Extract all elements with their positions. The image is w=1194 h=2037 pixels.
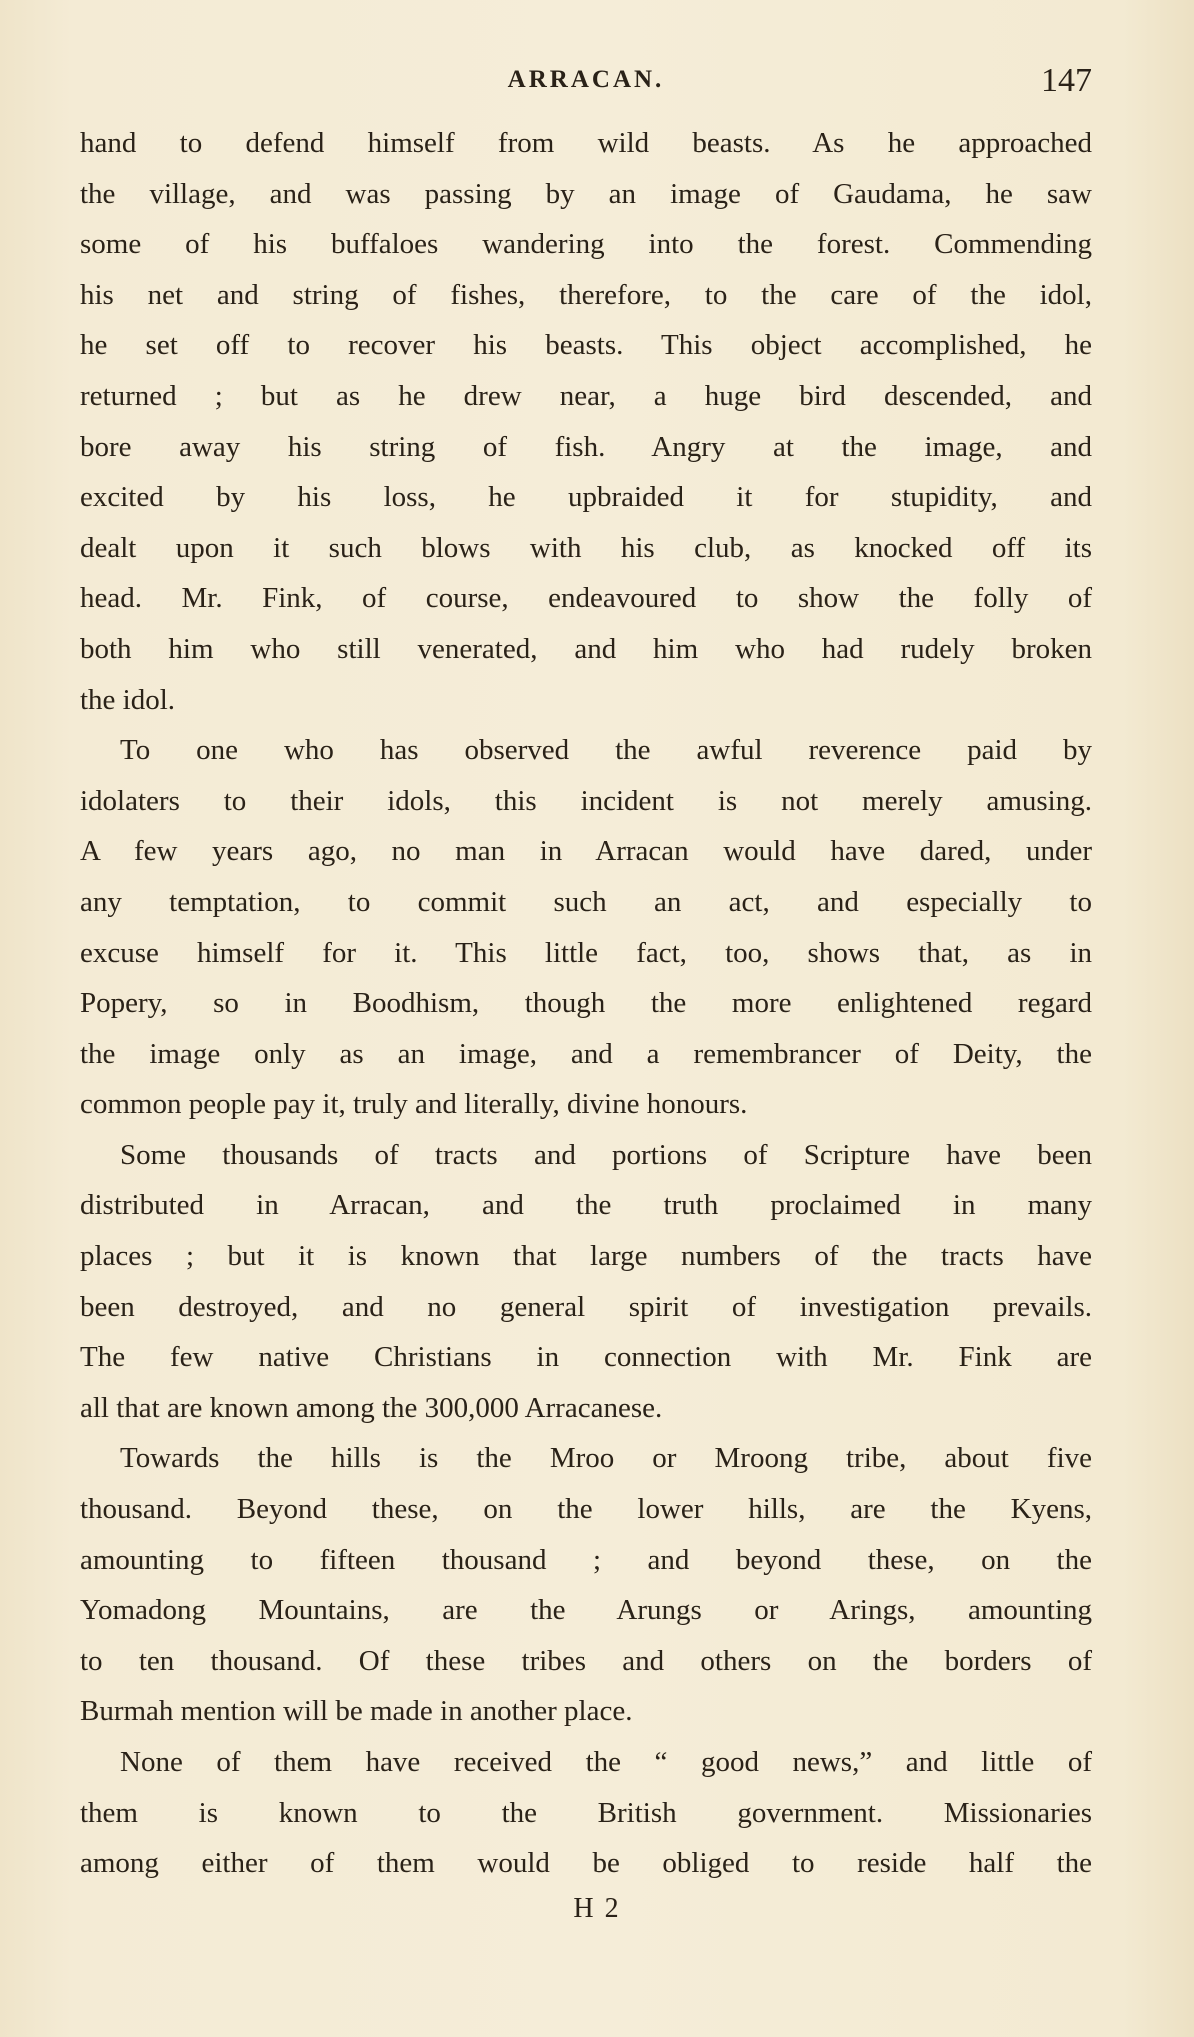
text-line: Popery, so in Boodhism, though the more enlightened regard	[80, 987, 1092, 1020]
text-line: he set off to recover his beasts. This object accomplished, he	[80, 329, 1092, 362]
text-line: excuse himself for it. This little fact, too, shows that, as in	[80, 936, 1092, 969]
text-line-indented: Towards the hills is the Mroo or Mroong tribe, about five	[120, 1442, 1092, 1475]
text-line: returned ; but as he drew near, a huge bird descended, and	[80, 379, 1092, 412]
paragraph-1	[80, 118, 1092, 725]
text-line-indented: Some thousands of tracts and portions of Scripture have been	[120, 1138, 1092, 1171]
text-line: both him who still venerated, and him who had rudely broken	[80, 632, 1092, 665]
text-line: places ; but it is known that large numbers of the tracts have	[80, 1240, 1092, 1273]
text-line: head. Mr. Fink, of course, endeavoured to show the folly of	[80, 582, 1092, 615]
text-line: Yomadong Mountains, are the Arungs or Arings, amounting	[80, 1594, 1092, 1627]
text-line: some of his buffaloes wandering into the forest. Commending	[80, 228, 1092, 261]
text-line: to ten thousand. Of these tribes and others on the borders of	[80, 1644, 1092, 1677]
text-line: A few years ago, no man in Arracan would have dared, under	[80, 835, 1092, 868]
running-head	[80, 62, 1092, 102]
text-line: idolaters to their idols, this incident is not merely amusing.	[80, 784, 1092, 817]
signature-mark: H 2	[573, 1893, 621, 1924]
page-number: 147	[1041, 62, 1092, 99]
paragraph-3	[80, 1130, 1092, 1434]
text-line: the village, and was passing by an image of Gaudama, he saw	[80, 177, 1092, 210]
text-line: his net and string of fishes, therefore, to the care of the idol,	[80, 278, 1092, 311]
paragraph-2	[80, 725, 1092, 1130]
text-line: excited by his loss, he upbraided it for stupidity, and	[80, 481, 1092, 514]
text-line: distributed in Arracan, and the truth proclaimed in many	[80, 1189, 1092, 1222]
text-line: them is known to the British government. Missionaries	[80, 1796, 1092, 1829]
text-line: The few native Christians in connection with Mr. Fink are	[80, 1341, 1092, 1374]
body-text	[80, 118, 1092, 1889]
running-title: ARRACAN.	[507, 66, 665, 93]
paragraph-4	[80, 1433, 1092, 1737]
text-line-indented: To one who has observed the awful reverence paid by	[120, 734, 1092, 767]
text-line: any temptation, to commit such an act, and especially to	[80, 885, 1092, 918]
text-line: dealt upon it such blows with his club, as knocked off its	[80, 531, 1092, 564]
text-line: the image only as an image, and a remembrancer of Deity, the	[80, 1037, 1092, 1070]
text-line: all that are known among the 300,000 Arracanese.	[80, 1391, 663, 1424]
text-line-indented: None of them have received the “ good news,” and little of	[120, 1746, 1092, 1778]
text-line: common people pay it, truly and literally, divine honours.	[80, 1088, 748, 1121]
text-line: hand to defend himself from wild beasts. As he approached	[80, 127, 1092, 159]
text-line: the idol.	[80, 683, 176, 716]
text-line: thousand. Beyond these, on the lower hills, are the Kyens,	[80, 1493, 1092, 1526]
text-line: amounting to fifteen thousand ; and beyond these, on the	[80, 1543, 1092, 1576]
text-line: bore away his string of fish. Angry at the image, and	[80, 430, 1092, 463]
paragraph-5	[80, 1737, 1092, 1889]
text-line: Burmah mention will be made in another place.	[80, 1695, 633, 1728]
text-line: been destroyed, and no general spirit of investigation prevails.	[80, 1290, 1092, 1323]
text-line: among either of them would be obliged to reside half the	[80, 1847, 1092, 1880]
